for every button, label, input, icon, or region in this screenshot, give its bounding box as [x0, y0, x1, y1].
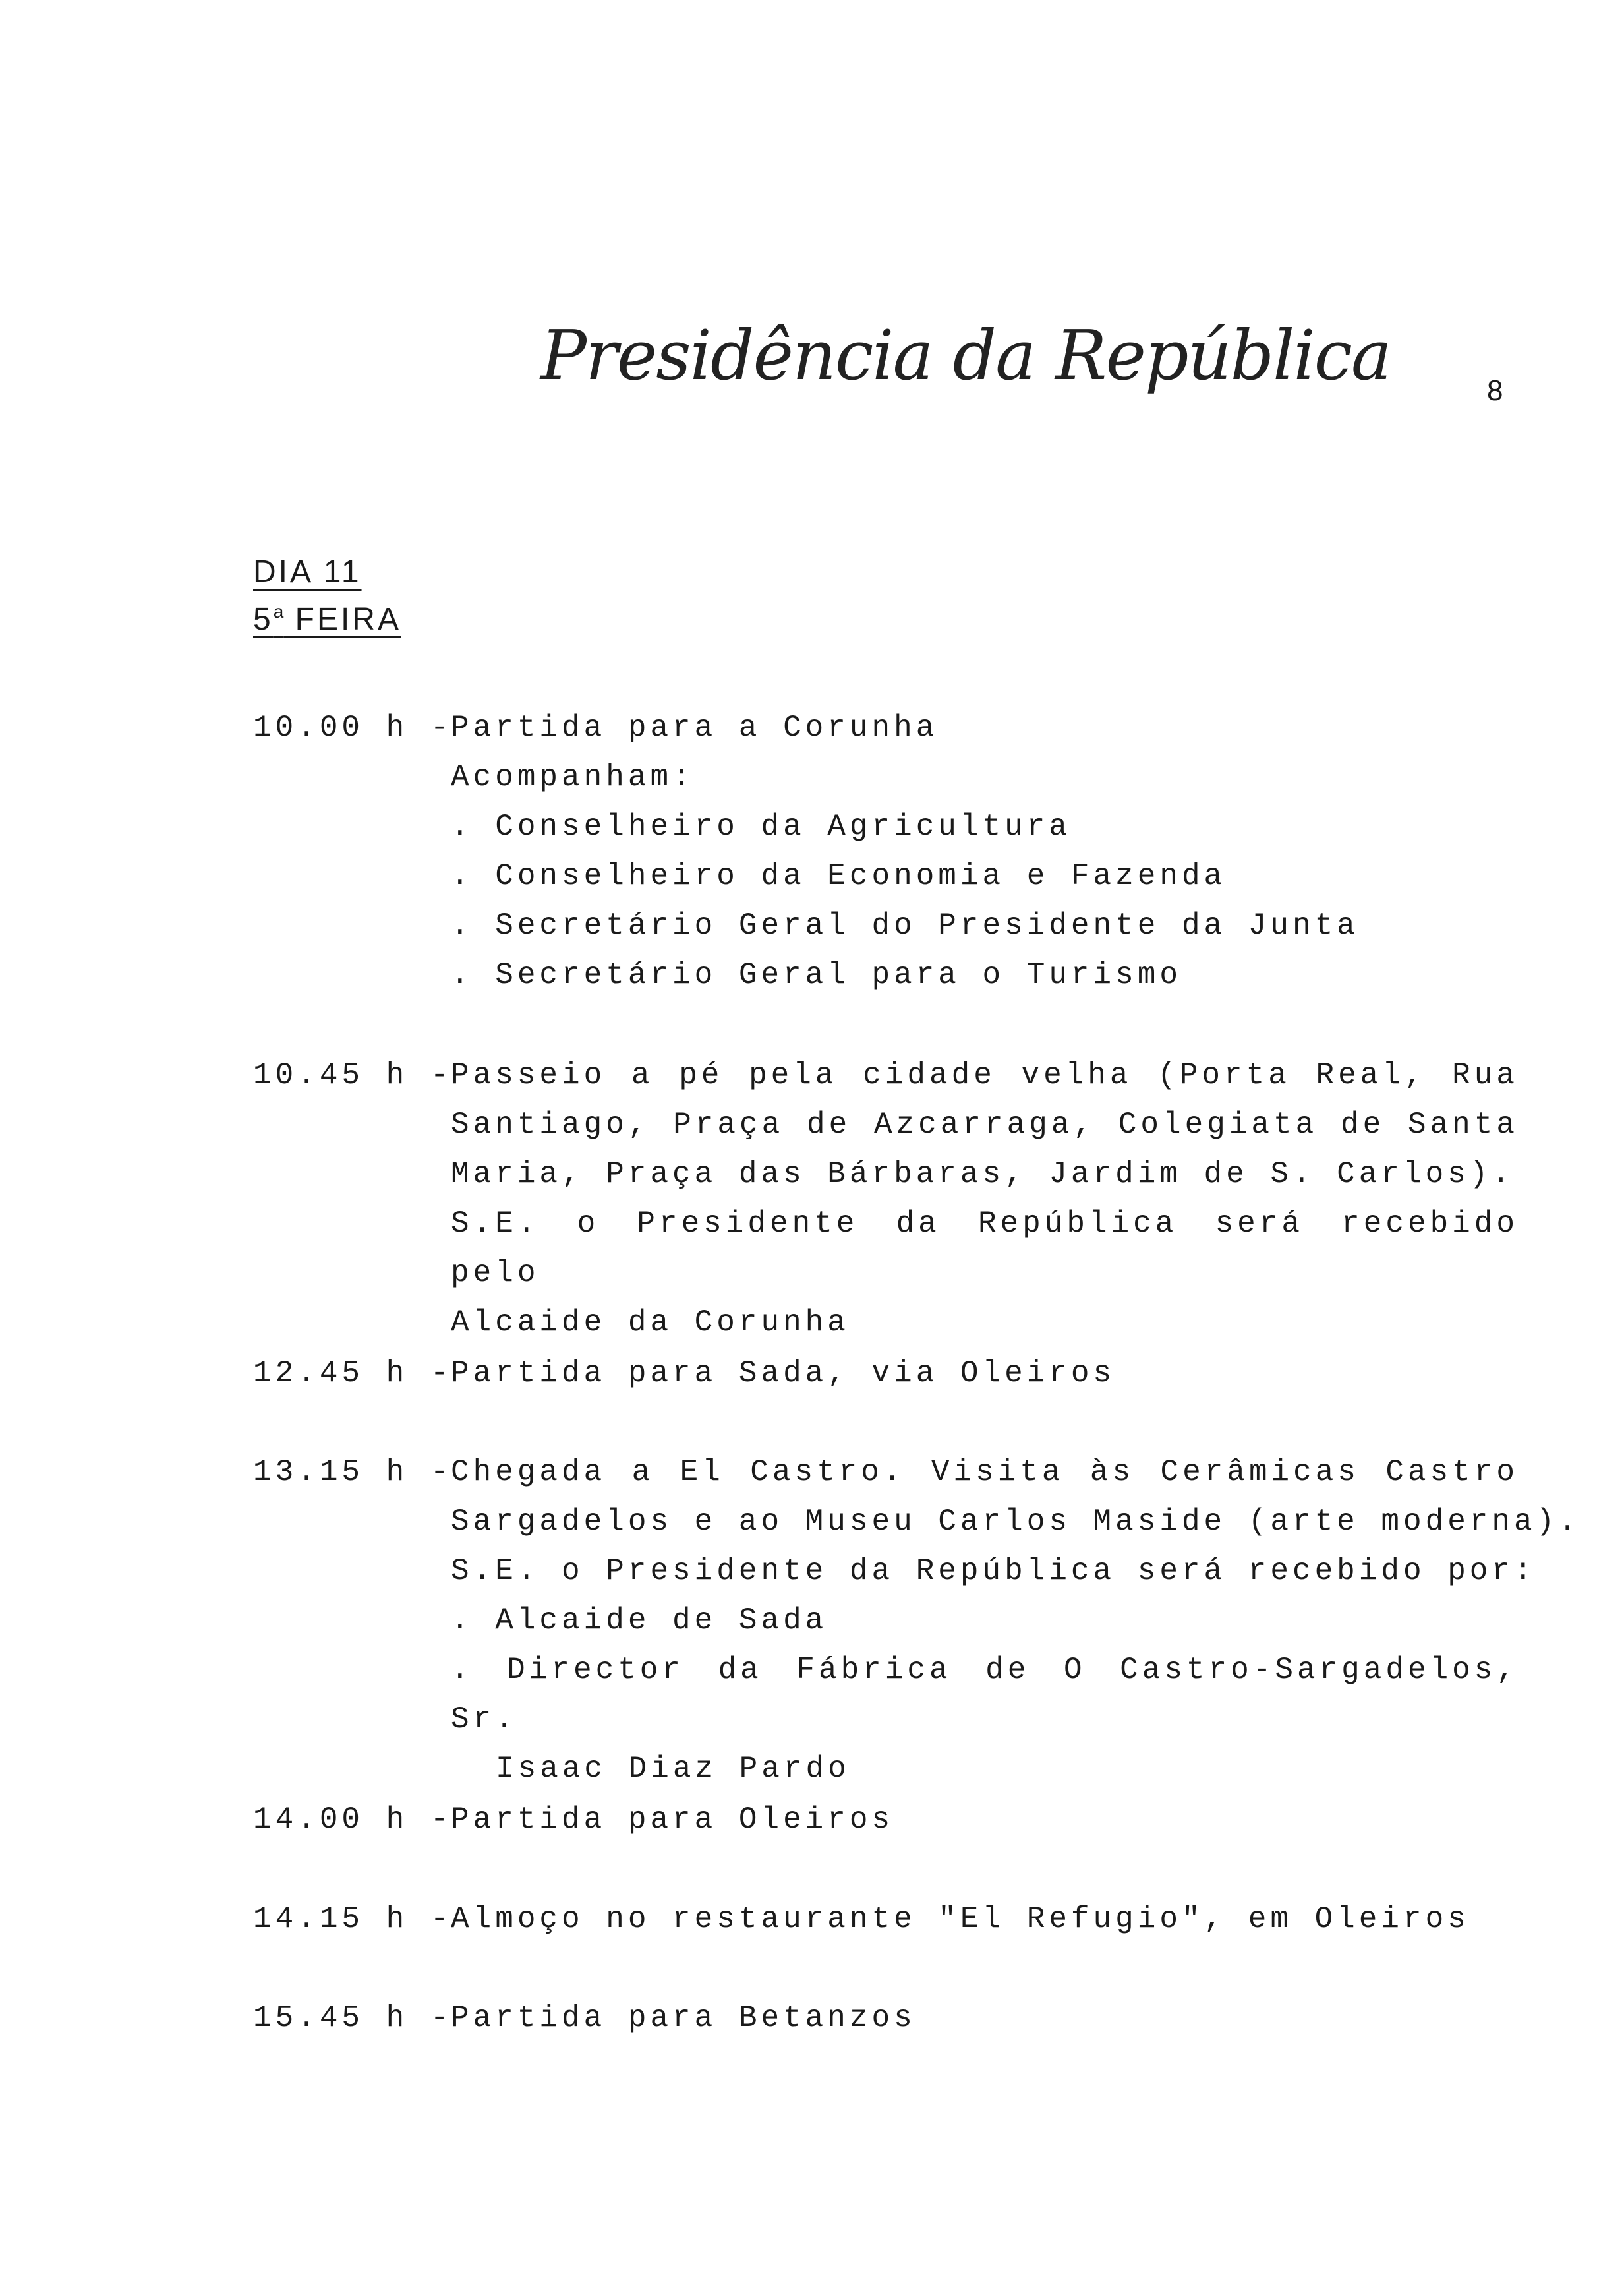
entry-bullet: . Secretário Geral do Presidente da Junta	[451, 908, 1359, 943]
schedule-entry	[253, 1051, 1519, 1348]
entry-bullet: . Director da Fábrica de O Castro-Sargadelos, Sr.	[451, 1653, 1519, 1737]
entry-line: Partida para Betanzos	[451, 2001, 916, 2035]
entry-body	[451, 1795, 1519, 1845]
weekday-number: 5	[253, 602, 274, 637]
schedule-entry	[253, 1795, 1519, 1845]
schedule-entry	[253, 1349, 1519, 1398]
schedule-entry	[253, 1448, 1580, 1794]
weekday-ordinal: a	[273, 601, 284, 622]
entry-bullet: . Secretário Geral para o Turismo	[451, 958, 1182, 992]
page-number: 8	[1487, 374, 1503, 407]
entry-time: 13.15 h -	[253, 1455, 453, 1489]
entry-line: Acompanham:	[451, 760, 695, 794]
entry-bullet: . Conselheiro da Economia e Fazenda	[451, 859, 1227, 893]
entry-body	[451, 1448, 1580, 1794]
entry-line: Maria, Praça das Bárbaras, Jardim de S. Carlos).	[451, 1157, 1515, 1191]
letterhead-logo: Presidência da República	[540, 315, 1391, 396]
entry-bullet: . Conselheiro da Agricultura	[451, 810, 1071, 844]
entry-line: Partida para Sada, via Oleiros	[451, 1356, 1116, 1390]
entry-line: Chegada a El Castro. Visita às Cerâmicas Castro	[451, 1455, 1519, 1489]
entry-line: Almoço no restaurante "El Refugio", em Oleiros	[451, 1902, 1470, 1936]
entry-line: Alcaide da Corunha	[451, 1305, 850, 1340]
entry-line: Partida para a Corunha	[451, 711, 939, 745]
entry-time: 12.45 h -	[253, 1356, 453, 1390]
entry-line: S.E. o Presidente da República será recebido por:	[451, 1554, 1536, 1588]
entry-body	[451, 1051, 1519, 1348]
entry-line: Partida para Oleiros	[451, 1802, 894, 1837]
weekday-label: FEIRA	[295, 602, 401, 637]
entry-bullet: . Alcaide de Sada	[451, 1603, 828, 1638]
entry-body	[451, 1994, 1519, 2043]
entry-line: Santiago, Praça de Azcarraga, Colegiata de Santa	[451, 1108, 1519, 1142]
weekday-heading	[253, 601, 401, 638]
entry-body	[451, 1349, 1519, 1398]
entry-time: 10.45 h -	[253, 1058, 453, 1092]
entry-time: 14.00 h -	[253, 1802, 453, 1837]
day-heading: DIA 11	[253, 554, 362, 589]
schedule-entry	[253, 1994, 1519, 2043]
schedule-entry	[253, 1895, 1519, 1944]
entry-line: Passeio a pé pela cidade velha (Porta Real, Rua	[451, 1058, 1519, 1092]
entry-body	[451, 703, 1519, 1000]
entry-body	[451, 1895, 1519, 1944]
entry-line: Sargadelos e ao Museu Carlos Maside (arte moderna).	[451, 1504, 1580, 1539]
entry-time: 14.15 h -	[253, 1902, 453, 1936]
entry-time: 15.45 h -	[253, 2001, 453, 2035]
entry-line: S.E. o Presidente da República será recebido pelo	[451, 1206, 1519, 1290]
entry-bullet-continuation: Isaac Diaz Pardo	[496, 1752, 850, 1786]
schedule-entry	[253, 703, 1519, 1000]
entry-time: 10.00 h -	[253, 711, 453, 745]
